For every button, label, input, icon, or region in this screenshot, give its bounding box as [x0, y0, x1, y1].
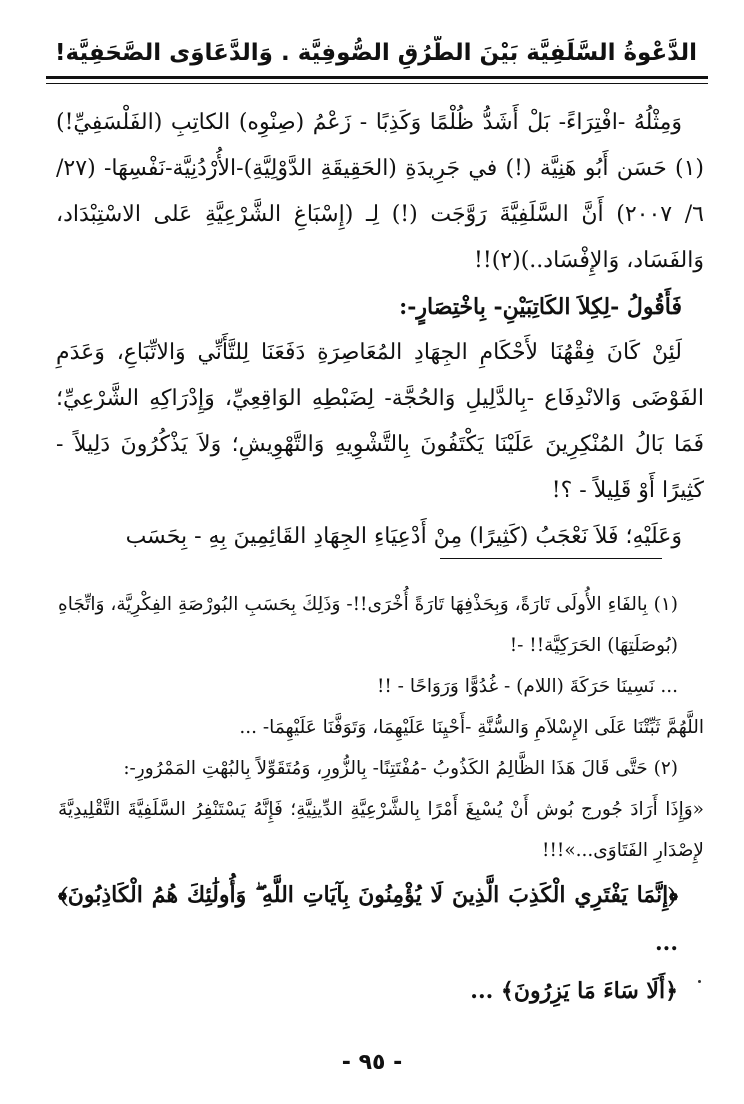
paragraph: وَمِثْلُهُ -افْتِرَاءً- بَلْ أَشَدُّ ظُلْمًا وَكَذِبًا - زَعْمُ (صِنْوِه) الكاتِبِ (الفَلْسَفِيِّ!)(١) حَسَن أَبُو هَنِيَّة (!) في جَرِيدَةِ (الحَقِيقَةِ الدَّوْلِيَّةِ)-الأُرْدُنِيَّة-نَفْسِهَا- (٢٧/ ٦/ ٢٠٠٧) أَنَّ السَّلَفِيَّةَ رَوَّجَت (!) لِـ (إِسْبَاغِ الشَّرْعِيَّةِ عَلى الاسْتِبْدَاد، وَالفَسَاد، وَالإِفْسَاد..)(٢)!!: [56, 110, 704, 273]
footnote-separator: [440, 558, 662, 559]
quran-verses: [58, 871, 704, 1015]
quran-verse: ﴿إِنَّمَا يَفْتَرِي الْكَذِبَ الَّذِينَ لَا يُؤْمِنُونَ بِآيَاتِ اللَّهِ ۖ وَأُولَٰئِكَ هُمُ الْكَاذِبُونَ﴾ ...: [58, 882, 678, 956]
paragraph: وَعَلَيْهِ؛ فَلاَ نَعْجَبُ (كَثِيرًا) مِنْ أَدْعِيَاءِ الجِهَادِ القَائِمِينَ بِهِ - بِحَسَب: [125, 524, 682, 549]
footnote-1-supplication: اللَّهُمَّ ثَبِّتْنَا عَلَى الإِسْلاَمِ وَالسُّنَّةِ -أَحْيِنَا عَلَيْهِمَا، وَتَوَفَّنَا عَلَيْهِمَا- ...: [239, 717, 704, 738]
header-rule-thin: [46, 83, 708, 84]
page-number: - ٩٥ -: [341, 1050, 403, 1075]
footnotes: [58, 584, 704, 1015]
running-header: الدَّعْوةُ السَّلَفِيَّة بَيْنَ الطُّرُقِ الصُّوفِيَّة . وَالدَّعَاوَى الصَّحَفِيَّة!: [55, 40, 697, 66]
scan-speck: [698, 980, 701, 983]
paragraph: لَئِنْ كَانَ فِقْهُنَا لأَحْكَامِ الجِهَادِ المُعَاصِرَةِ دَفَعَنَا لِلتَّأَنِّي وَالاتِّبَاعِ، وَعَدَمِ الفَوْضَى وَالانْدِفَاع -بِالدَّلِيلِ وَالحُجَّة- لِضَبْطِهِ الوَاقِعِيِّ، وَإِدْرَاكِهِ الشَّرْعِيِّ؛ فَمَا بَالُ المُنْكِرِينَ عَلَيْنَا يَكْتَفُونَ بِالتَّشْوِيهِ وَالتَّهْوِيشِ؛ وَلاَ يَذْكُرُونَ دَلِيلاً - كَثِيرًا أَوْ قَلِيلاً - ؟!: [56, 340, 704, 503]
header-rule-thick: [46, 76, 708, 79]
footnote-2-quote: «وَإِذَا أَرَادَ جُورج بُوش أَنْ يُسْبِغَ أَمْرًا بِالشَّرْعِيَّةِ الدِّينِيَّةِ؛ فَإِنَّهُ يَسْتَنْفِرُ السَّلَفِيَّةَ التَّقْلِيدِيَّةَ لإِصْدَارِ الفَتَاوَى...»!!!: [58, 799, 704, 861]
footnote-1: (١) بِالفَاءِ الأُولَى تَارَةً، وَبِحَذْفِهَا تَارَةً أُخْرَى!!- وَذَلِكَ بِحَسَبِ البُورْصَةِ الفِكْرِيَّة، وَاتِّجَاهِ (بُوصَلَتِهَا) الحَرَكِيَّة!! -!: [58, 594, 678, 656]
quran-verse: ﴿أَلَا سَاءَ مَا يَزِرُونَ﴾ ...: [470, 978, 678, 1004]
footnote-2: (٢) حَتَّى قَالَ هَذَا الظَّالِمُ الكَذُوبُ -مُفْتَتِنًا- بِالزُّورِ، وَمُتَقَوِّلاً بِالبُهْتِ المَمْرُورِ-:: [123, 758, 678, 779]
footnote-1-continued: ... نَسِينَا حَرَكَةَ (اللام) - غُدُوًّا وَرَوَاحًا - !!: [376, 676, 678, 697]
main-text: [56, 100, 704, 560]
paragraph: فَأَقُولُ -لِكِلاَ الكَاتِبَيْنِ- بِاخْتِصَارٍ-:: [399, 294, 682, 320]
